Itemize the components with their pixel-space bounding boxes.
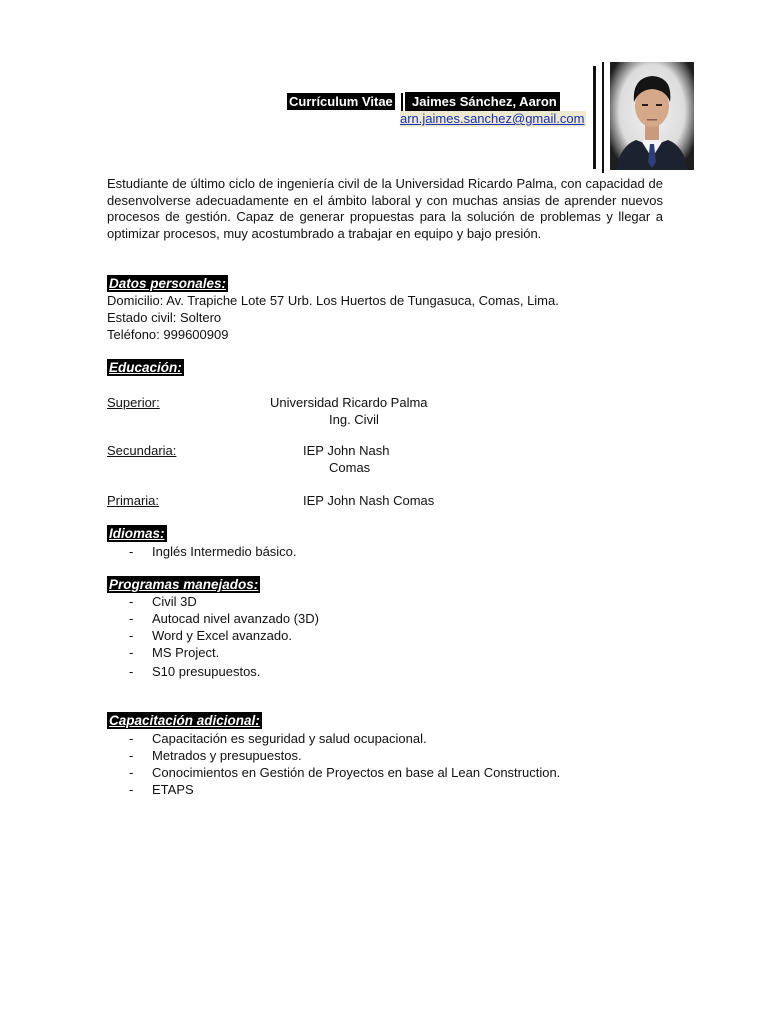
profile-summary <box>107 176 663 242</box>
phone-line: Teléfono: 999600909 <box>107 327 229 342</box>
bullet-dash: - <box>129 731 134 746</box>
training-item: Capacitación es seguridad y salud ocupacional. <box>152 731 427 746</box>
program-item: S10 presupuestos. <box>152 664 261 679</box>
vertical-rule <box>602 62 604 173</box>
section-title-personal: Datos personales: <box>109 276 227 291</box>
language-item: Inglés Intermedio básico. <box>152 544 297 559</box>
section-title-training: Capacitación adicional: <box>109 713 260 728</box>
education-superior-school: Universidad Ricardo Palma <box>270 395 428 410</box>
header-divider <box>401 93 403 112</box>
candidate-name: Jaimes Sánchez, Aaron <box>405 92 560 111</box>
cv-title: Currículum Vitae <box>289 94 393 109</box>
email-link[interactable]: arn.jaimes.sanchez@gmail.com <box>400 111 585 126</box>
address-line: Domicilio: Av. Trapiche Lote 57 Urb. Los Huertos de Tungasuca, Comas, Lima. <box>107 293 559 308</box>
bullet-dash: - <box>129 765 134 780</box>
education-secundaria-school: IEP John Nash <box>303 443 390 458</box>
training-item: Conocimientos en Gestión de Proyectos en base al Lean Construction. <box>152 765 561 780</box>
training-item: ETAPS <box>152 782 194 797</box>
bullet-dash: - <box>129 645 134 660</box>
bullet-dash: - <box>129 748 134 763</box>
bullet-dash: - <box>129 594 134 609</box>
program-item: Word y Excel avanzado. <box>152 628 292 643</box>
vertical-rule <box>593 66 596 169</box>
education-superior-detail: Ing. Civil <box>329 412 379 427</box>
summary-text: Estudiante de último ciclo de ingeniería civil de la Universidad Ricardo Palma, con capacidad de desenvolverse adecuadamente en el ámbito laboral y con muchas ansias de aprender nuevos procesos de gestión. Capaz de generar propuestas para la solución de problemas y llegar a optimizar procesos, muy acostumbrado a trabajar en equipo y bajo presión. <box>107 176 663 241</box>
section-title-languages: Idiomas: <box>109 526 165 541</box>
education-primaria-school: IEP John Nash Comas <box>303 493 435 508</box>
bullet-dash: - <box>129 782 134 797</box>
profile-photo <box>610 62 694 170</box>
program-item: MS Project. <box>152 645 220 660</box>
program-item: Civil 3D <box>152 594 197 609</box>
section-title-education: Educación: <box>109 360 182 375</box>
bullet-dash: - <box>129 628 134 643</box>
bullet-dash: - <box>129 664 134 679</box>
education-primaria-label: Primaria: <box>107 493 160 508</box>
bullet-dash: - <box>129 611 134 626</box>
bullet-dash: - <box>129 544 134 559</box>
program-item: Autocad nivel avanzado (3D) <box>152 611 319 626</box>
education-secundaria-label: Secundaria: <box>107 443 177 458</box>
section-title-programs: Programas manejados: <box>109 577 259 592</box>
training-item: Metrados y presupuestos. <box>152 748 302 763</box>
education-secundaria-detail: Comas <box>329 460 371 475</box>
education-superior-label: Superior: <box>107 395 160 410</box>
marital-status-line: Estado civil: Soltero <box>107 310 222 325</box>
